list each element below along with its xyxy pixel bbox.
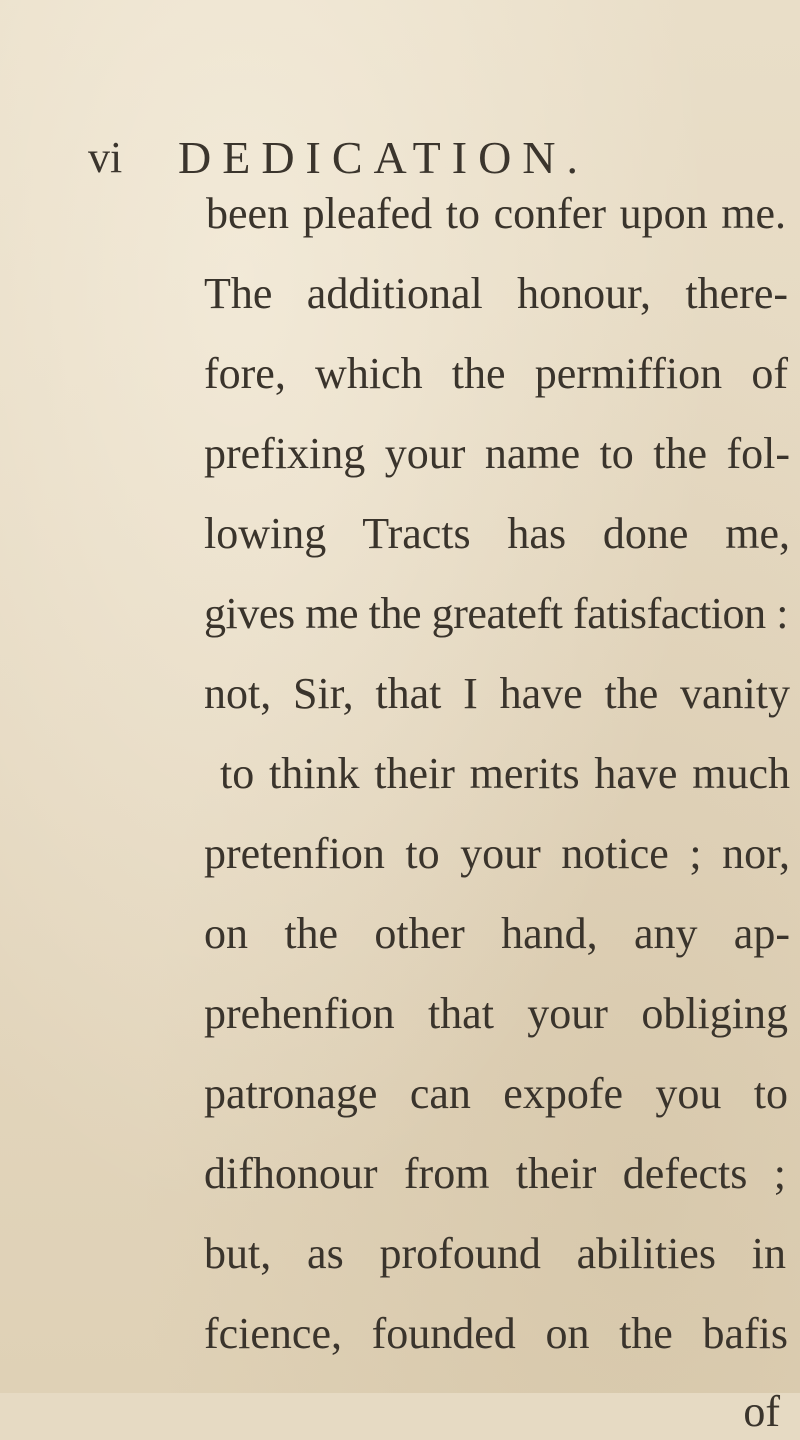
text-line: The additional honour, there- — [204, 269, 788, 318]
page-number: vi — [88, 133, 123, 182]
text-line: but, as profound abilities in — [204, 1229, 786, 1278]
running-head: DEDICATION. — [178, 132, 590, 183]
text-line: gives me the greateft fatisfaction : — [204, 589, 788, 638]
text-line: patronage can expofe you to — [204, 1069, 788, 1118]
text-line: difhonour from their defects ; — [204, 1149, 786, 1198]
text-line: to think their merits have much — [220, 749, 790, 798]
text-line: on the other hand, any ap- — [204, 909, 790, 958]
text-line: been pleafed to confer upon me. — [206, 189, 786, 238]
page-header — [88, 128, 728, 188]
catchword: of — [743, 1387, 780, 1436]
text-line: lowing Tracts has done me, — [204, 509, 790, 558]
text-line: fore, which the permiffion of — [204, 349, 788, 398]
text-line: fcience, founded on the bafis — [204, 1309, 788, 1358]
text-line: prefixing your name to the fol- — [204, 429, 790, 478]
text-line: prehenfion that your obliging — [204, 989, 788, 1038]
text-line: not, Sir, that I have the vanity — [204, 669, 790, 718]
text-line: pretenfion to your notice ; nor, — [204, 829, 790, 878]
